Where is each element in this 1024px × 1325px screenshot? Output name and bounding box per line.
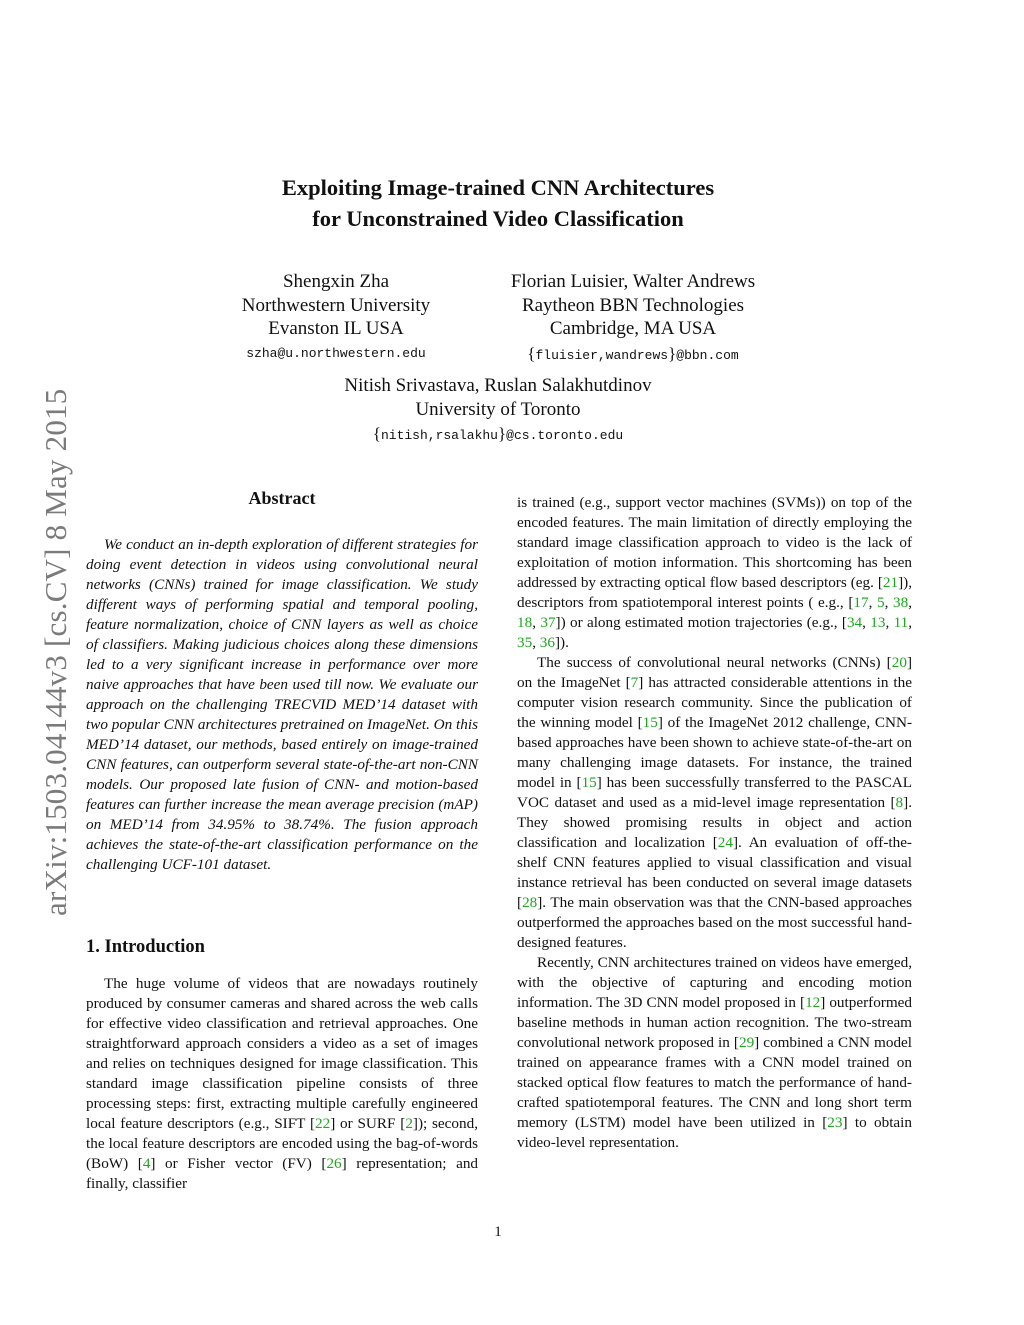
arxiv-identifier: arXiv:1503.04144v3 [cs.CV] 8 May 2015	[38, 388, 73, 916]
right-column	[517, 493, 912, 1153]
author-affiliation: Raytheon BBN Technologies	[521, 294, 745, 316]
author-block-3	[300, 374, 696, 447]
author-affiliation: University of Toronto	[415, 398, 581, 420]
email-domain: @bbn.com	[676, 347, 739, 363]
citation-link[interactable]: 11	[893, 614, 909, 631]
citation-link[interactable]: 36	[539, 634, 555, 651]
author-affiliation: Northwestern University	[241, 294, 431, 316]
title-line-2: for Unconstrained Video Classification	[312, 206, 684, 231]
citation-link[interactable]: 29	[738, 1034, 755, 1051]
intro-paragraph-3: Recently, CNN architectures trained on videos have emerged, with the objective of capturing and encoding motion information. The 3D CNN model proposed in [12] outperformed baseline methods in human action recognition. The two-stream convolutional network proposed in [29] combined a CNN model trained on appearance frames with a CNN model trained on stacked optical flow features to match the performance of hand-crafted spatiotemporal features. The CNN and long short term memory (LSTM) model have been utilized in [23] to obtain video-level representation.	[517, 954, 912, 1151]
author-block-2	[486, 270, 780, 367]
citation-link[interactable]: 21	[882, 574, 899, 591]
email-users: fluisier,wandrews	[535, 347, 669, 363]
author-names: Nitish Srivastava, Ruslan Salakhutdinov	[344, 375, 652, 396]
author-location: Cambridge, MA USA	[549, 318, 717, 339]
page-number: 1	[494, 1224, 502, 1240]
citation-link[interactable]: 38	[893, 594, 909, 611]
citation-link[interactable]: 23	[827, 1114, 843, 1131]
email-users: nitish,rsalakhu	[380, 428, 498, 443]
citation-link[interactable]: 8	[895, 794, 904, 811]
intro-paragraph-1-continued: is trained (e.g., support vector machines (SVMs)) on top of the encoded features. The main limitation of directly employing the standard image classification approach to video is the lack of exploitation of motion information. This shortcoming has been addressed by extracting optical flow based descriptors (eg. [21]), descriptors from spatiotemporal interest points ( e.g., [17, 5, 38, 18, 37]) or along estimated motion trajectories (e.g., [34, 13, 11, 35, 36]).	[517, 494, 913, 651]
abstract-heading: Abstract	[248, 488, 316, 508]
citation-link[interactable]: 20	[891, 654, 907, 671]
citation-link[interactable]: 12	[805, 994, 821, 1011]
section-heading-introduction: 1. Introduction	[86, 937, 205, 957]
citation-link[interactable]: 28	[522, 894, 538, 911]
title-line-1: Exploiting Image-trained CNN Architectures	[281, 175, 715, 200]
author-names: Florian Luisier, Walter Andrews	[510, 271, 756, 292]
citation-link[interactable]: 37	[540, 614, 556, 631]
arxiv-sidebar-stamp	[8, 352, 72, 932]
citation-link[interactable]: 5	[877, 594, 885, 611]
citation-link[interactable]: 35	[517, 634, 533, 651]
author-names: Shengxin Zha	[282, 271, 390, 292]
intro-paragraph-1: The huge volume of videos that are nowadays routinely produced by consumer cameras and shared across the web calls for effective video classification and retrieval approaches. One straightforward approach considers a video as a set of images and relies on techniques designed for image classification. This standard image classification pipeline consists of three processing steps: first, extracting multiple carefully engineered local feature descriptors (e.g., SIFT [22] or SURF [2]); second, the local feature descriptors are encoded using the bag-of-words (BoW) [4] or Fisher vector (FV) [26] representation; and finally, classifier	[86, 975, 479, 1192]
author-block-1	[208, 270, 464, 365]
author-email[interactable]: {fluisier,wandrews}@bbn.com	[527, 343, 739, 363]
email-domain: @cs.toronto.edu	[506, 428, 624, 443]
author-email[interactable]: szha@u.northwestern.edu	[246, 345, 426, 361]
citation-link[interactable]: 18	[517, 614, 533, 631]
abstract-text: We conduct an in-depth exploration of different strategies for doing event detection in videos using convolutional neural networks (CNNs) trained for image classification. We study different ways of performing spatial and temporal pooling, feature normalization, choice of CNN layers as well as choice of classifiers. Making judicious choices along these dimensions led to a very significant increase in performance over more naive approaches that have been used till now. We evaluate our approach on the challenging TRECVID MED’14 dataset with two popular CNN architectures pretrained on ImageNet. On this MED’14 dataset, our methods, based entirely on image-trained CNN features, can outperform several state-of-the-art non-CNN models. Our proposed late fusion of CNN- and motion-based features can further increase the mean average precision (mAP) on MED’14 from 34.95% to 38.74%. The fusion approach achieves the state-of-the-art classification performance on the challenging UCF-101 dataset.	[86, 536, 478, 873]
citation-link[interactable]: 4	[142, 1155, 151, 1172]
paper-title	[160, 172, 836, 234]
author-location: Evanston IL USA	[268, 318, 404, 339]
author-email[interactable]: {nitish,rsalakhu}@cs.toronto.edu	[372, 424, 624, 443]
citation-link[interactable]: 13	[870, 614, 886, 631]
citation-link[interactable]: 2	[405, 1115, 413, 1132]
intro-paragraph-2: The success of convolutional neural networks (CNNs) [20] on the ImageNet [7] has attracted considerable attentions in the computer vision research community. Since the publication of the winning model [15] of the ImageNet 2012 challenge, CNN-based approaches have been shown to achieve state-of-the-art on many challenging image datasets. For instance, the trained model in [15] has been successfully transferred to the PASCAL VOC dataset and used as a mid-level image representation [8]. They showed promising results in object and action classification and localization [24]. An evaluation of off-the-shelf CNN features applied to visual classification and visual instance retrieval has been conducted on several image datasets [28]. The main observation was that the CNN-based approaches outperformed the approaches based on the most successful hand-designed features.	[517, 654, 912, 951]
citation-link[interactable]: 26	[326, 1155, 342, 1172]
citation-link[interactable]: 7	[630, 674, 639, 691]
citation-link[interactable]: 15	[581, 774, 597, 791]
citation-link[interactable]: 34	[846, 614, 863, 631]
citation-link[interactable]: 22	[315, 1115, 331, 1132]
citation-link[interactable]: 24	[717, 834, 733, 851]
citation-link[interactable]: 15	[642, 714, 658, 731]
citation-link[interactable]: 17	[853, 594, 869, 611]
